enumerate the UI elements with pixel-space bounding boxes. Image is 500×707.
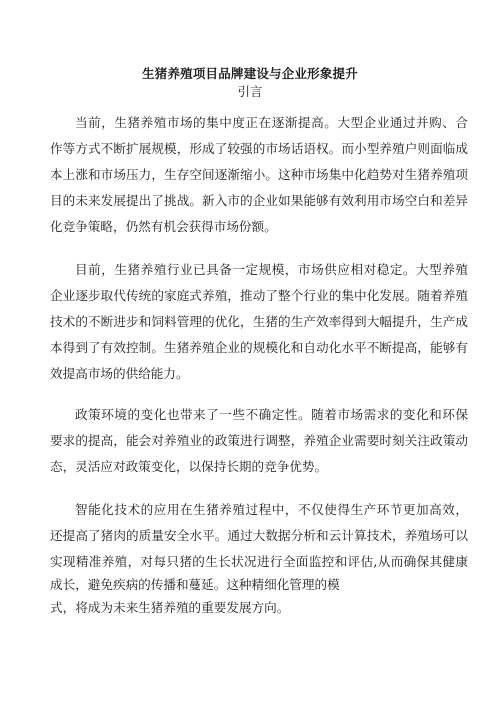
document-title: 生猪养殖项目品牌建设与企业形象提升: [142, 66, 358, 81]
paragraph-line: 企业逐步取代传统的家庭式养殖，推动了整个行业的集中化发展。随着养殖: [50, 288, 468, 303]
paragraph-line: 式，将成为未来生猪养殖的重要发展方向。: [50, 600, 290, 615]
paragraph-4: [50, 497, 468, 621]
paragraph-line: 态，灵活应对政策变化，以保持长期的竞争优势。: [50, 459, 328, 474]
paragraph-line: 实现精准养殖，对每只猪的生长状况进行全面监控和评估,从而确保其健康: [50, 554, 468, 569]
paragraph-line: 要求的提高，能会对养殖业的政策进行调整，养殖企业需要时刻关注政策动: [50, 433, 468, 448]
paragraph-line: 当前，生猪养殖市场的集中度正在逐渐提高。大型企业通过并购、合: [75, 115, 468, 130]
paragraph-line: 还提高了猪肉的质量安全水平。通过大数据分析和云计算技术，养殖场可以: [50, 528, 468, 543]
paragraph-line: 本上涨和市场压力，生存空间逐渐缩小。这种市场集中化趋势对生猪养殖项: [50, 167, 468, 182]
paragraph-2: [50, 257, 468, 387]
paragraph-line: 目的未来发展提出了挑战。新入市的企业如果能够有效利用市场空白和差异: [50, 193, 468, 208]
paragraph-line: 效提高市场的供给能力。: [50, 366, 189, 381]
paragraph-line: 目前，生猪养殖行业已具备一定规模，市场供应相对稳定。大型养殖: [75, 262, 468, 277]
paragraph-line: 智能化技术的应用在生猪养殖过程中，不仅使得生产环节更加高效，: [75, 502, 468, 517]
paragraph-line: 化竞争策略，仍然有机会获得市场份额。: [50, 219, 277, 234]
paragraph-line: 作等方式不断扩展规模，形成了较强的市场话语权。而小型养殖户则面临成: [50, 141, 468, 156]
paragraph-line: 成长，避免疾病的传播和蔓延。这种精细化管理的模: [50, 577, 340, 592]
paragraph-line: 本得到了有效控制。生猪养殖企业的规模化和自动化水平不断提高，能够有: [50, 340, 468, 355]
paragraph-3: [50, 402, 468, 480]
document-subtitle: 引言: [237, 84, 263, 99]
paragraph-line: 技术的不断进步和饲料管理的优化，生猪的生产效率得到大幅提升，生产成: [50, 314, 468, 329]
paragraph-line: 政策环境的变化也带来了一些不确定性。随着市场需求的变化和环保: [75, 407, 468, 422]
paragraph-1: [50, 110, 468, 240]
